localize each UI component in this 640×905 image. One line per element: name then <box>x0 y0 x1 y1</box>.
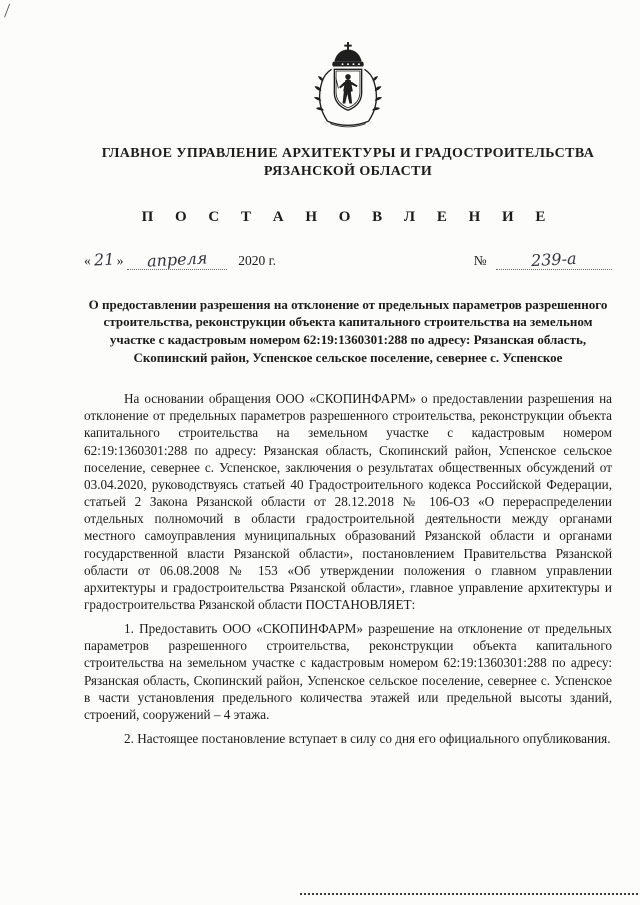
handwritten-month: апреля <box>146 248 208 271</box>
date-month-line <box>127 250 227 270</box>
number-line <box>496 250 612 270</box>
bottom-dotted-line <box>300 893 638 895</box>
date-quote-close: » <box>116 252 124 268</box>
handwritten-corner-mark: ⁄ <box>3 2 12 20</box>
handwritten-number: 239-а <box>530 248 578 271</box>
body-paragraph-item-2: 2. Настоящее постановление вступает в силу со дня его официального опубликования. <box>124 731 611 747</box>
number-sign: № <box>473 252 487 268</box>
dateline <box>84 250 612 270</box>
org-name-line1: ГЛАВНОЕ УПРАВЛЕНИЕ АРХИТЕКТУРЫ И ГРАДОСТРОИТЕЛЬСТВА <box>101 146 595 161</box>
date-year: 2020 г. <box>238 252 277 268</box>
date-quote-open: « <box>84 252 91 268</box>
coat-of-arms-icon <box>84 40 612 135</box>
org-name <box>84 145 612 182</box>
body-paragraph-preamble: На основании обращения ООО «СКОПИНФАРМ» о предоставлении разрешения на отклонение от предельных параметров разрешенного строительства, реконструкции объекта капитального строительства на земельном участке с кадастровым номером 62:19:1360301:288 по адресу: Рязанская область, Скопинский район, Успенское сельское поселение, севернее с. Успенское, заключения о результатах общественных обсуждений от 03.04.2020, руководствуясь статьей 40 Градостроительного кодекса Российской Федерации, статьей 2 Закона Рязанской области от 28.12.2018 № 106-ОЗ «О перераспределении отдельных полномочий в области градостроительной деятельности между органами местного самоуправления муниципальных образований Рязанской области и органами государственной власти Рязанской области», постановлением Правительства Рязанской области от 06.08.2008 № 153 «Об утверждении положения о главном управлении архитектуры и градостроительства Рязанской области», главное управление архитектуры и градостроительства Рязанской области ПОСТАНОВЛЯЕТ: <box>84 391 612 612</box>
doc-type-title: П О С Т А Н О В Л Е Н И Е <box>141 208 555 225</box>
document-number-field <box>474 250 612 270</box>
document-body <box>84 390 612 747</box>
body-paragraph-item-1: 1. Предоставить ООО «СКОПИНФАРМ» разрешение на отклонение от предельных параметров разрешенного строительства, реконструкции объекта капитального строительства на земельном участке с кадастровым номером 62:19:1360301:288 по адресу: Рязанская область, Скопинский район, Успенское сельское поселение, севернее с. Успенское в части установления предельного количества этажей или предельной высоты зданий, строений, сооружений – 4 этажа. <box>84 621 612 722</box>
document-subject: О предоставлении разрешения на отклонение от предельных параметров разрешенного строительства, реконструкции объекта капитального строительства на земельном участке с кадастровым номером 62:19:1360301:288 по адресу: Рязанская область, Скопинский район, Успенское сельское поселение, севернее с. Успенское <box>88 296 608 365</box>
date-field <box>84 250 276 270</box>
org-name-line2: РЯЗАНСКОЙ ОБЛАСТИ <box>263 164 433 180</box>
handwritten-day: 21 <box>93 249 115 270</box>
